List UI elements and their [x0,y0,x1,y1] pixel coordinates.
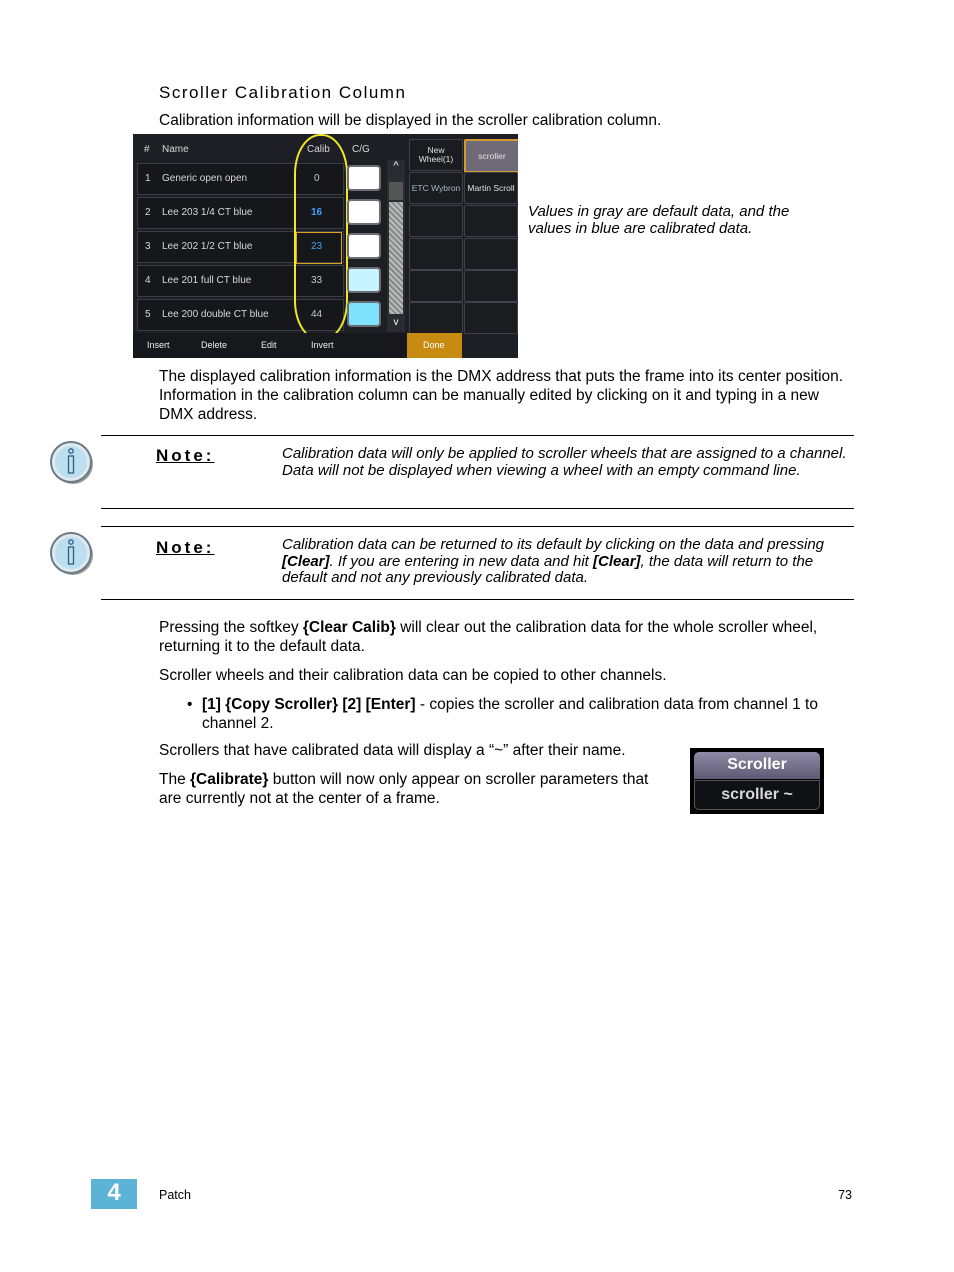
header-num: # [144,144,150,155]
note-text: Calibration data will only be applied to scroller wheels that are assigned to a channel. Data will not be displayed when viewing a wheel with an empty command line. [282,445,847,479]
etc-wybron-button[interactable]: ETC Wybron [409,172,463,204]
row-num: 3 [145,241,151,252]
row-calib[interactable]: 33 [311,275,323,286]
bullet-icon: • [187,696,193,713]
empty-wheel-slot [464,270,518,302]
empty-wheel-slot [409,238,463,270]
note-bottom-rule [101,508,854,509]
note-label: Note: [156,538,215,557]
insert-softkey[interactable]: Insert [147,340,170,350]
info-note-icon [48,438,98,488]
invert-softkey[interactable]: Invert [311,340,334,350]
badge-top-label: Scroller [727,756,787,773]
color-swatch[interactable] [347,301,381,327]
calib-column-highlight [294,134,348,341]
page-number: 73 [838,1188,852,1202]
scroller-badge [690,748,824,814]
paragraph-calibrate: The {Calibrate} button will now only appear on scroller parameters that are currently not at the center of a frame. [159,771,649,807]
scrollbar-track[interactable] [389,202,403,314]
row-name: Lee 203 1/4 CT blue [162,207,253,218]
chapter-number: 4 [107,1179,121,1206]
color-swatch[interactable] [347,199,381,225]
empty-wheel-slot [409,302,463,334]
calibration-screenshot [133,134,518,358]
empty-wheel-slot [409,270,463,302]
paragraph-clear-calib: Pressing the softkey {Clear Calib} will clear out the calibration data for the whole scroller wheel, returning it to the default data. [159,619,818,655]
row-name: Lee 201 full CT blue [162,275,252,286]
empty-wheel-slot [464,302,518,334]
empty-wheel-slot [464,238,518,270]
color-swatch[interactable] [347,233,381,259]
header-name: Name [162,144,189,155]
row-num: 5 [145,309,151,320]
header-cg: C/G [352,144,370,155]
note-top-rule [101,435,854,436]
row-name: Lee 200 double CT blue [162,309,269,320]
paragraph-tilde: Scrollers that have calibrated data will display a “~” after their name. [159,742,626,759]
row-num: 4 [145,275,151,286]
row-calib[interactable]: 16 [311,207,323,218]
bullet-copy-scroller: [1] {Copy Scroller} [2] [Enter] - copies the scroller and calibration data from channel 1 to channel 2. [202,696,818,732]
empty-wheel-slot [409,205,463,237]
row-calib[interactable]: 0 [314,173,320,184]
delete-softkey[interactable]: Delete [201,340,228,350]
note-top-rule [101,526,854,527]
intro-text: Calibration information will be displayed in the scroller calibration column. [159,112,662,129]
row-name: Generic open open [162,173,248,184]
section-title: Scroller Calibration Column [159,83,407,102]
color-swatch[interactable] [347,165,381,191]
footer-section: Patch [159,1188,191,1202]
scroller-wheel-button[interactable]: scroller [464,139,518,173]
edit-softkey[interactable]: Edit [261,340,277,350]
paragraph-dmx: The displayed calibration information is the DMX address that puts the frame into its center position. Information in the calibration column can be manually edited by clicking on it and typing in a new DMX address. [159,368,844,423]
empty-wheel-slot [464,205,518,237]
badge-bottom-label: scroller ~ [721,786,793,803]
new-wheel-button[interactable]: New Wheel(1) [409,139,463,171]
note-text: Calibration data can be returned to its default by clicking on the data and pressing [Clear]. If you are entering in new data and hit [Clear], the data will return to the default and not any previously calibrated data. [282,536,825,586]
row-calib[interactable]: 44 [311,309,323,320]
info-note-icon [48,529,98,579]
note-label: Note: [156,446,215,465]
scroll-up-icon[interactable]: ^ [393,160,399,172]
done-label: Done [423,340,445,350]
row-num: 2 [145,207,151,218]
scroll-down-icon[interactable]: v [393,317,399,328]
row-name: Lee 202 1/2 CT blue [162,241,253,252]
screenshot-caption: Values in gray are default data, and the values in blue are calibrated data. [528,203,790,237]
color-swatch[interactable] [347,267,381,293]
martin-scroll-button[interactable]: Martin Scroll [464,172,518,204]
scrollbar-thumb[interactable] [389,182,403,200]
paragraph-copy: Scroller wheels and their calibration data can be copied to other channels. [159,667,667,684]
header-calib: Calib [307,144,330,155]
row-num: 1 [145,173,151,184]
row-calib[interactable]: 23 [311,241,323,252]
note-bottom-rule [101,599,854,600]
